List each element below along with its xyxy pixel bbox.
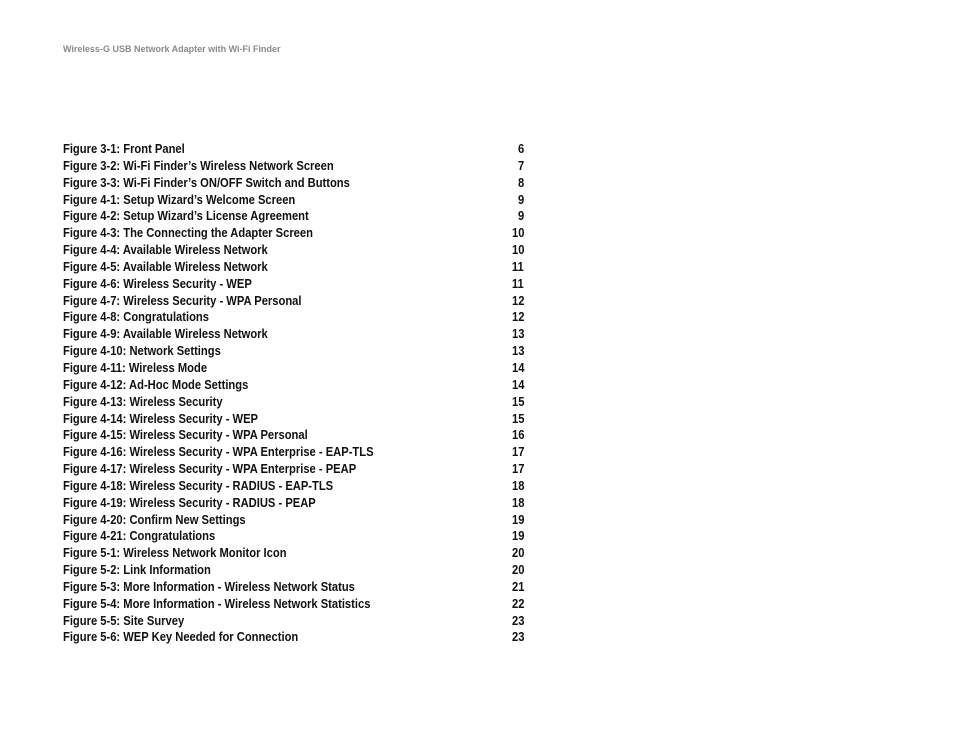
figure-title: Figure 3-1: Front Panel (63, 141, 185, 156)
figure-title: Figure 4-10: Network Settings (63, 343, 221, 359)
figure-title: Figure 4-2: Setup Wizard’s License Agreement (63, 208, 309, 224)
figure-page-number: 14 (511, 376, 524, 392)
figure-title: Figure 5-6: WEP Key Needed for Connection (63, 629, 299, 645)
figure-entry[interactable] (63, 276, 524, 293)
figure-title: Figure 4-9: Available Wireless Network (63, 326, 268, 342)
figure-page-number: 20 (511, 562, 524, 578)
figure-title: Figure 5-1: Wireless Network Monitor Icon (63, 545, 287, 561)
figure-page-number: 13 (511, 326, 524, 342)
figure-page-number: 18 (511, 494, 524, 510)
figure-page-number: 20 (511, 545, 524, 561)
figure-entry[interactable] (63, 343, 524, 360)
figure-page-number: 23 (511, 629, 524, 645)
running-header: Wireless-G USB Network Adapter with Wi-Fi Finder (63, 44, 281, 54)
figure-title: Figure 4-6: Wireless Security - WEP (63, 275, 252, 291)
figure-title: Figure 4-11: Wireless Mode (63, 359, 208, 375)
figure-page-number: 18 (511, 477, 524, 493)
figure-page-number: 23 (511, 612, 524, 628)
figure-entry[interactable] (63, 242, 524, 259)
figure-title: Figure 4-1: Setup Wizard’s Welcome Screen (63, 191, 296, 207)
figure-entry[interactable] (63, 208, 524, 225)
figure-entry[interactable] (63, 495, 524, 512)
figure-page-number: 11 (512, 258, 524, 274)
figure-page-number: 14 (511, 359, 524, 375)
figure-page-number: 9 (517, 208, 524, 224)
figure-title: Figure 5-5: Site Survey (63, 612, 185, 628)
figure-page-number: 21 (511, 578, 524, 594)
figure-page-number: 19 (511, 511, 524, 527)
figure-title: Figure 4-19: Wireless Security - RADIUS - PEAP (63, 494, 316, 510)
figure-page-number: 17 (511, 444, 524, 460)
figure-entry[interactable] (63, 444, 524, 461)
figure-entry[interactable] (63, 225, 524, 242)
figure-title: Figure 4-7: Wireless Security - WPA Personal (63, 292, 302, 308)
figure-title: Figure 4-17: Wireless Security - WPA Enterprise - PEAP (63, 461, 357, 477)
figure-entry[interactable] (63, 158, 524, 175)
figure-entry[interactable] (63, 259, 524, 276)
figure-title: Figure 4-8: Congratulations (63, 309, 209, 325)
figure-page-number: 10 (511, 225, 524, 241)
figure-title: Figure 4-14: Wireless Security - WEP (63, 410, 258, 426)
list-of-figures (63, 141, 524, 646)
figure-page-number: 19 (511, 528, 524, 544)
figure-page-number: 17 (511, 461, 524, 477)
figure-title: Figure 4-3: The Connecting the Adapter Screen (63, 225, 313, 241)
figure-title: Figure 5-2: Link Information (63, 562, 211, 578)
figure-page-number: 15 (511, 410, 524, 426)
figure-entry[interactable] (63, 309, 524, 326)
figure-title: Figure 5-3: More Information - Wireless Network Status (63, 578, 355, 594)
figure-page-number: 13 (511, 343, 524, 359)
figure-page-number: 22 (511, 595, 524, 611)
figure-page-number: 9 (517, 191, 524, 207)
figure-title: Figure 4-16: Wireless Security - WPA Enterprise - EAP-TLS (63, 444, 374, 460)
figure-title: Figure 4-20: Confirm New Settings (63, 511, 246, 527)
figure-entry[interactable] (63, 596, 524, 613)
figure-entry[interactable] (63, 545, 524, 562)
figure-entry[interactable] (63, 461, 524, 478)
figure-entry[interactable] (63, 528, 524, 545)
figure-entry[interactable] (63, 377, 524, 394)
figure-entry[interactable] (63, 478, 524, 495)
figure-entry[interactable] (63, 629, 524, 646)
figure-title: Figure 3-3: Wi-Fi Finder’s ON/OFF Switch and Buttons (63, 174, 350, 190)
figure-title: Figure 4-21: Congratulations (63, 528, 216, 544)
figure-entry[interactable] (63, 394, 524, 411)
figure-page-number: 15 (511, 393, 524, 409)
figure-entry[interactable] (63, 360, 524, 377)
figure-entry[interactable] (63, 192, 524, 209)
figure-title: Figure 3-2: Wi-Fi Finder’s Wireless Network Screen (63, 157, 334, 173)
figure-entry[interactable] (63, 326, 524, 343)
figure-entry[interactable] (63, 411, 524, 428)
figure-title: Figure 4-18: Wireless Security - RADIUS - EAP-TLS (63, 477, 334, 493)
figure-title: Figure 4-5: Available Wireless Network (63, 258, 268, 274)
figure-page-number: 11 (512, 275, 524, 291)
figure-entry[interactable] (63, 141, 524, 158)
figure-entry[interactable] (63, 512, 524, 529)
figure-page-number: 16 (511, 427, 524, 443)
figure-page-number: 8 (517, 174, 524, 190)
figure-entry[interactable] (63, 175, 524, 192)
figure-page-number: 10 (511, 242, 524, 258)
figure-title: Figure 4-4: Available Wireless Network (63, 242, 268, 258)
figure-title: Figure 4-15: Wireless Security - WPA Personal (63, 427, 308, 443)
figure-entry[interactable] (63, 613, 524, 630)
figure-entry[interactable] (63, 562, 524, 579)
figure-page-number: 12 (511, 292, 524, 308)
figure-entry[interactable] (63, 579, 524, 596)
figure-title: Figure 4-12: Ad-Hoc Mode Settings (63, 376, 249, 392)
figure-title: Figure 4-13: Wireless Security (63, 393, 223, 409)
figure-page-number: 6 (517, 141, 524, 156)
figure-title: Figure 5-4: More Information - Wireless Network Statistics (63, 595, 371, 611)
figure-entry[interactable] (63, 293, 524, 310)
figure-page-number: 7 (517, 157, 524, 173)
figure-page-number: 12 (511, 309, 524, 325)
figure-entry[interactable] (63, 427, 524, 444)
